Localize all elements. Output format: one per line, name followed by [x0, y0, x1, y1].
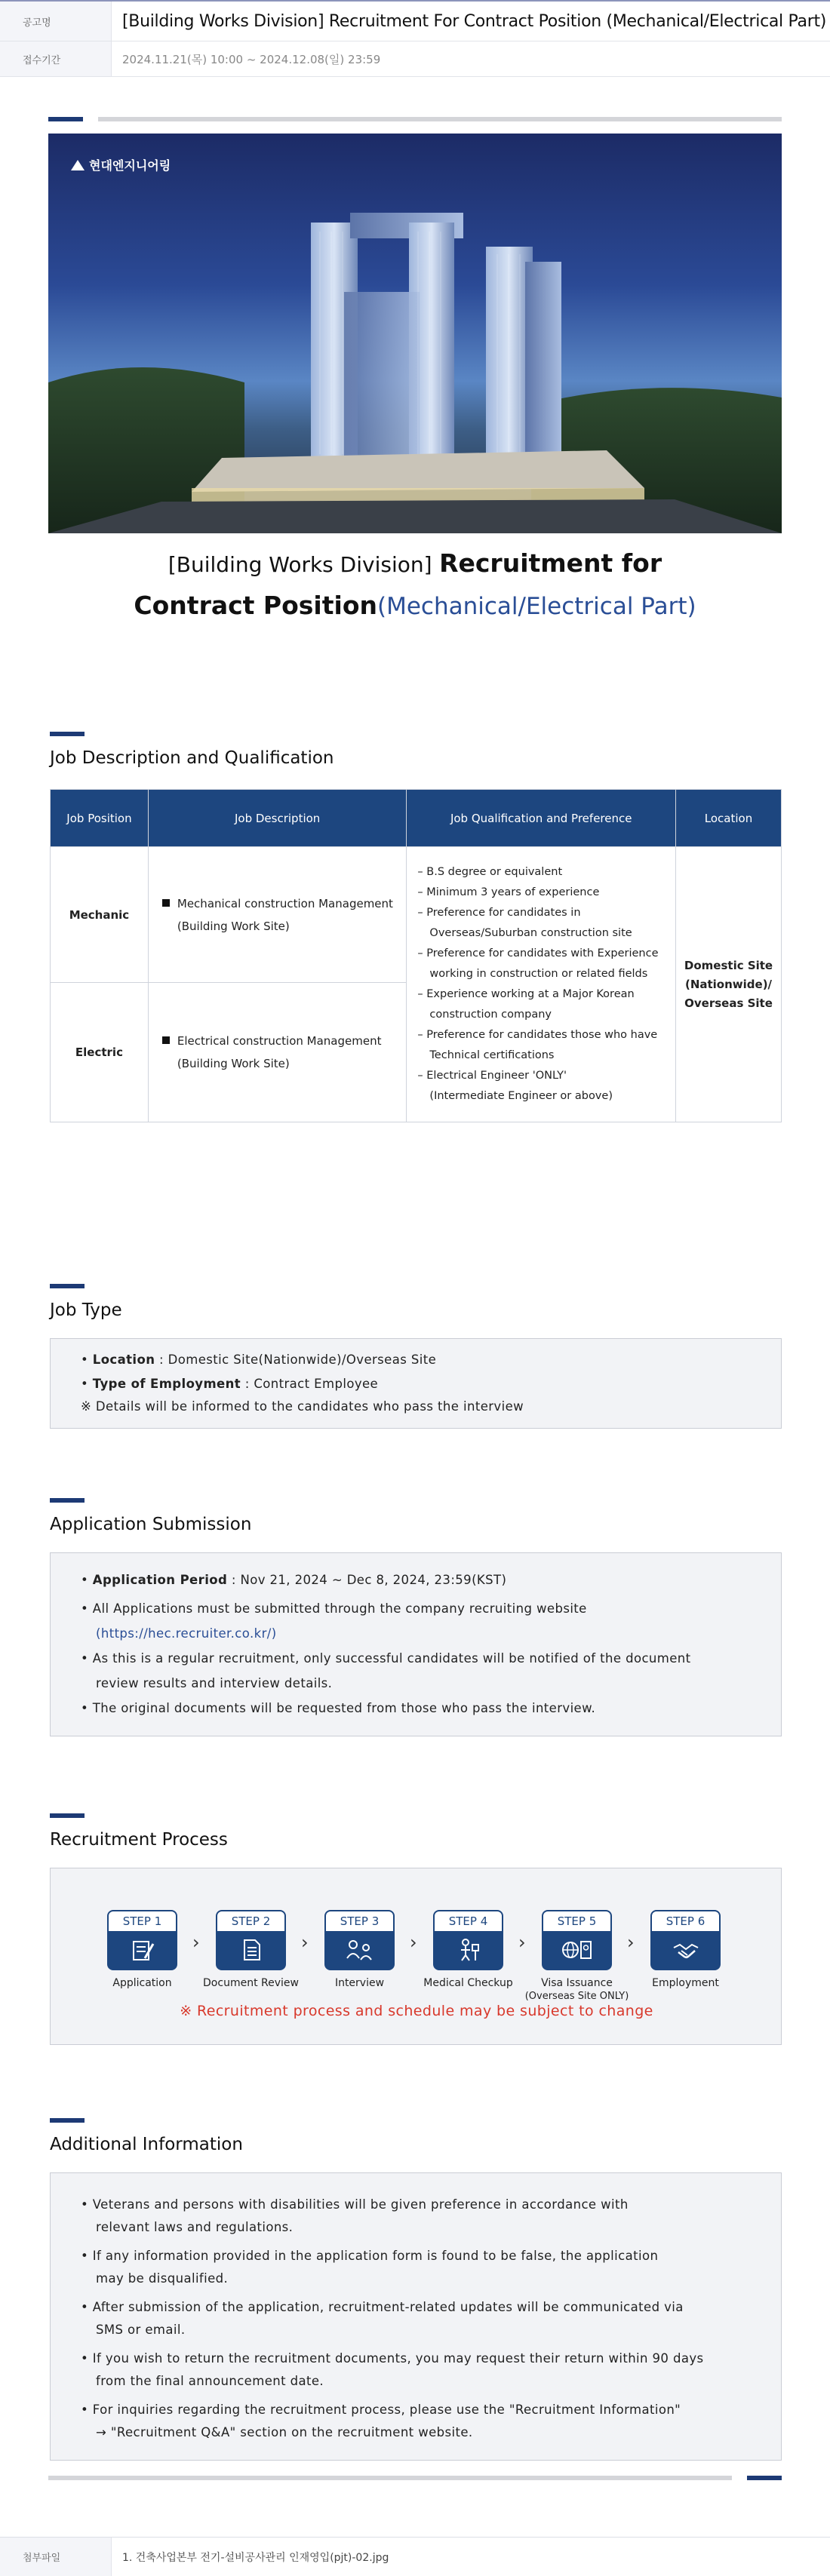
application-box [50, 1552, 782, 1736]
additional-info-line: from the final announcement date. [96, 2374, 324, 2388]
step-label: STEP 6 [652, 1911, 719, 1931]
location-line: (Nationwide)/ [684, 977, 773, 991]
step-label: STEP 3 [326, 1911, 393, 1931]
position-mechanic: Mechanic [51, 847, 149, 983]
section-accent-bar [50, 1284, 85, 1288]
qualification-line: – Preference for candidates those who have [417, 1029, 658, 1041]
additional-info-line: • For inquiries regarding the recruitment process, please use the "Recruitment Information" [81, 2403, 681, 2417]
application-period-label: 접수기간 [0, 41, 112, 76]
qualification-line: – Minimum 3 years of experience [417, 886, 600, 898]
qualification-line: Overseas/Suburban construction site [429, 927, 632, 939]
position-electric: Electric [51, 983, 149, 1122]
document-icon [217, 1931, 284, 1969]
hero-building-image [48, 134, 782, 533]
step-caption-note: (Overseas Site ONLY) [524, 1991, 629, 2002]
application-period-value: : Nov 21, 2024 ~ Dec 8, 2024, 23:59(KST) [227, 1573, 507, 1587]
attachment-label: 첨부파일 [0, 2538, 112, 2576]
header-job-description: Job Description [148, 790, 407, 847]
step-label: STEP 4 [435, 1911, 502, 1931]
header-accent-bar [48, 117, 83, 121]
application-form-icon [109, 1931, 176, 1969]
application-period-line: • Application Period : Nov 21, 2024 ~ Dec 8, 2024, 23:59(KST) [81, 1573, 507, 1587]
logo-text: 현대엔지니어링 [89, 158, 171, 173]
step-label: STEP 5 [543, 1911, 610, 1931]
chevron-right-icon: › [410, 1932, 417, 1953]
qualification-line: construction company [429, 1009, 552, 1021]
medical-icon [435, 1931, 502, 1969]
additional-info-line: • Veterans and persons with disabilities will be given preference in accordance with [81, 2197, 629, 2212]
attachment-file-link[interactable]: 1. 건축사업본부 전기-설비공사관리 인재영입(pjt)-02.jpg [122, 2551, 389, 2564]
process-step-4 [423, 1910, 513, 1989]
footer-divider-bar [48, 2476, 732, 2480]
job-type-location: • Location : Domestic Site(Nationwide)/Overseas Site [81, 1352, 437, 1367]
headline-main-2: Contract Position [134, 591, 377, 620]
application-website-line: • All Applications must be submitted through the company recruiting website [81, 1601, 587, 1616]
job-description-heading: Job Description and Qualification [50, 748, 334, 768]
header-qualification: Job Qualification and Preference [407, 790, 676, 847]
bullet-square-icon [162, 1036, 170, 1044]
additional-info-line: may be disqualified. [96, 2271, 229, 2286]
job-type-employment: • Type of Employment : Contract Employee [81, 1377, 379, 1391]
section-accent-bar [50, 2118, 85, 2123]
header-location: Location [676, 790, 782, 847]
application-period: 2024.11.21(목) 10:00 ~ 2024.12.08(일) 23:59 [122, 52, 381, 66]
job-type-location-label: Location [92, 1352, 155, 1367]
qualification-cell [407, 847, 676, 1122]
job-type-heading: Job Type [50, 1300, 122, 1320]
section-accent-bar [50, 1813, 85, 1818]
qualification-line: working in construction or related fields [429, 968, 648, 980]
process-step-3 [324, 1910, 395, 1989]
table-row [51, 847, 782, 983]
posting-title-row [0, 0, 830, 41]
job-desc-cell [148, 983, 407, 1122]
application-notice-line-cont: review results and interview details. [96, 1676, 333, 1690]
qualification-line: (Intermediate Engineer or above) [429, 1090, 613, 1102]
job-type-location-value: : Domestic Site(Nationwide)/Overseas Site [155, 1352, 437, 1367]
chevron-right-icon: › [192, 1932, 200, 1953]
job-description-table [50, 789, 782, 1122]
qualification-line: – Preference for candidates in [417, 907, 581, 919]
step-caption: Interview [334, 1977, 385, 1989]
process-step-5 [524, 1910, 629, 2002]
table-header-row [51, 790, 782, 847]
bullet-square-icon [162, 899, 170, 907]
recruitment-headline [0, 543, 830, 627]
job-type-box [50, 1338, 782, 1429]
header-job-position: Job Position [51, 790, 149, 847]
step-label: STEP 2 [217, 1911, 284, 1931]
process-step-1 [107, 1910, 177, 1989]
additional-info-line: relevant laws and regulations. [96, 2220, 294, 2234]
additional-info-box [50, 2172, 782, 2461]
section-accent-bar [50, 732, 85, 736]
job-desc-subtext: (Building Work Site) [177, 919, 290, 933]
step-caption: Employment [652, 1977, 719, 1989]
process-schedule-note: ※ Recruitment process and schedule may be subject to change [180, 2003, 653, 2019]
step-caption: Medical Checkup [423, 1977, 513, 1989]
passport-globe-icon [543, 1931, 610, 1969]
job-desc-text: Mechanical construction Management [177, 896, 393, 910]
location-line: Overseas Site [684, 996, 773, 1010]
application-period-label-text: Application Period [92, 1573, 228, 1587]
posting-title-label: 공고명 [0, 2, 112, 41]
handshake-icon [652, 1931, 719, 1969]
application-heading: Application Submission [50, 1515, 252, 1534]
job-type-employment-value: : Contract Employee [241, 1377, 379, 1391]
headline-division: [Building Works Division] [168, 552, 432, 577]
qualification-line: – Preference for candidates with Experience [417, 947, 659, 959]
application-notice-line: • As this is a regular recruitment, only successful candidates will be notified of the document [81, 1651, 691, 1666]
application-period-row [0, 41, 830, 77]
process-heading: Recruitment Process [50, 1830, 228, 1850]
attachment-row [0, 2537, 830, 2576]
step-caption-line: Visa Issuance [541, 1977, 613, 1989]
headline-main-1: Recruitment for [439, 548, 662, 578]
additional-info-line: • If any information provided in the application form is found to be false, the application [81, 2249, 659, 2263]
qualification-line: – Experience working at a Major Korean [417, 988, 635, 1000]
job-desc-subtext: (Building Work Site) [177, 1057, 290, 1070]
job-desc-text: Electrical construction Management [177, 1034, 382, 1048]
process-step-6 [650, 1910, 721, 1989]
headline-part: (Mechanical/Electrical Part) [377, 593, 696, 620]
footer-accent-bar [747, 2476, 782, 2480]
step-caption: Application [112, 1977, 172, 1989]
chevron-right-icon: › [301, 1932, 309, 1953]
chevron-right-icon: › [627, 1932, 635, 1953]
step-caption: Document Review [203, 1977, 299, 1989]
step-label: STEP 1 [109, 1911, 176, 1931]
posting-title: [Building Works Division] Recruitment For Contract Position (Mechanical/Electrical Part) [122, 11, 827, 31]
process-box [50, 1868, 782, 2045]
additional-info-heading: Additional Information [50, 2135, 243, 2154]
qualification-line: Technical certifications [429, 1049, 555, 1061]
additional-info-line: SMS or email. [96, 2323, 186, 2337]
header-divider-bar [98, 117, 782, 121]
additional-info-line: • After submission of the application, recruitment-related updates will be communicated via [81, 2300, 684, 2314]
recruiting-website-link[interactable]: (https://hec.recruiter.co.kr/) [96, 1626, 277, 1641]
job-type-note: ※ Details will be informed to the candidates who pass the interview [81, 1399, 524, 1414]
qualification-line: – Electrical Engineer 'ONLY' [417, 1070, 567, 1082]
location-cell [676, 847, 782, 1122]
building-illustration [48, 134, 782, 533]
qualification-line: – B.S degree or equivalent [417, 866, 563, 878]
additional-info-line: • If you wish to return the recruitment documents, you may request their return within 90 days [81, 2351, 704, 2366]
job-desc-cell [148, 847, 407, 983]
application-documents-line: • The original documents will be requested from those who pass the interview. [81, 1701, 596, 1715]
location-line: Domestic Site [684, 958, 773, 972]
chevron-right-icon: › [518, 1932, 526, 1953]
section-accent-bar [50, 1498, 85, 1503]
interview-people-icon [326, 1931, 393, 1969]
job-type-employment-label: Type of Employment [92, 1377, 241, 1391]
process-step-2 [203, 1910, 299, 1989]
additional-info-line: → "Recruitment Q&A" section on the recruitment website. [96, 2425, 473, 2439]
